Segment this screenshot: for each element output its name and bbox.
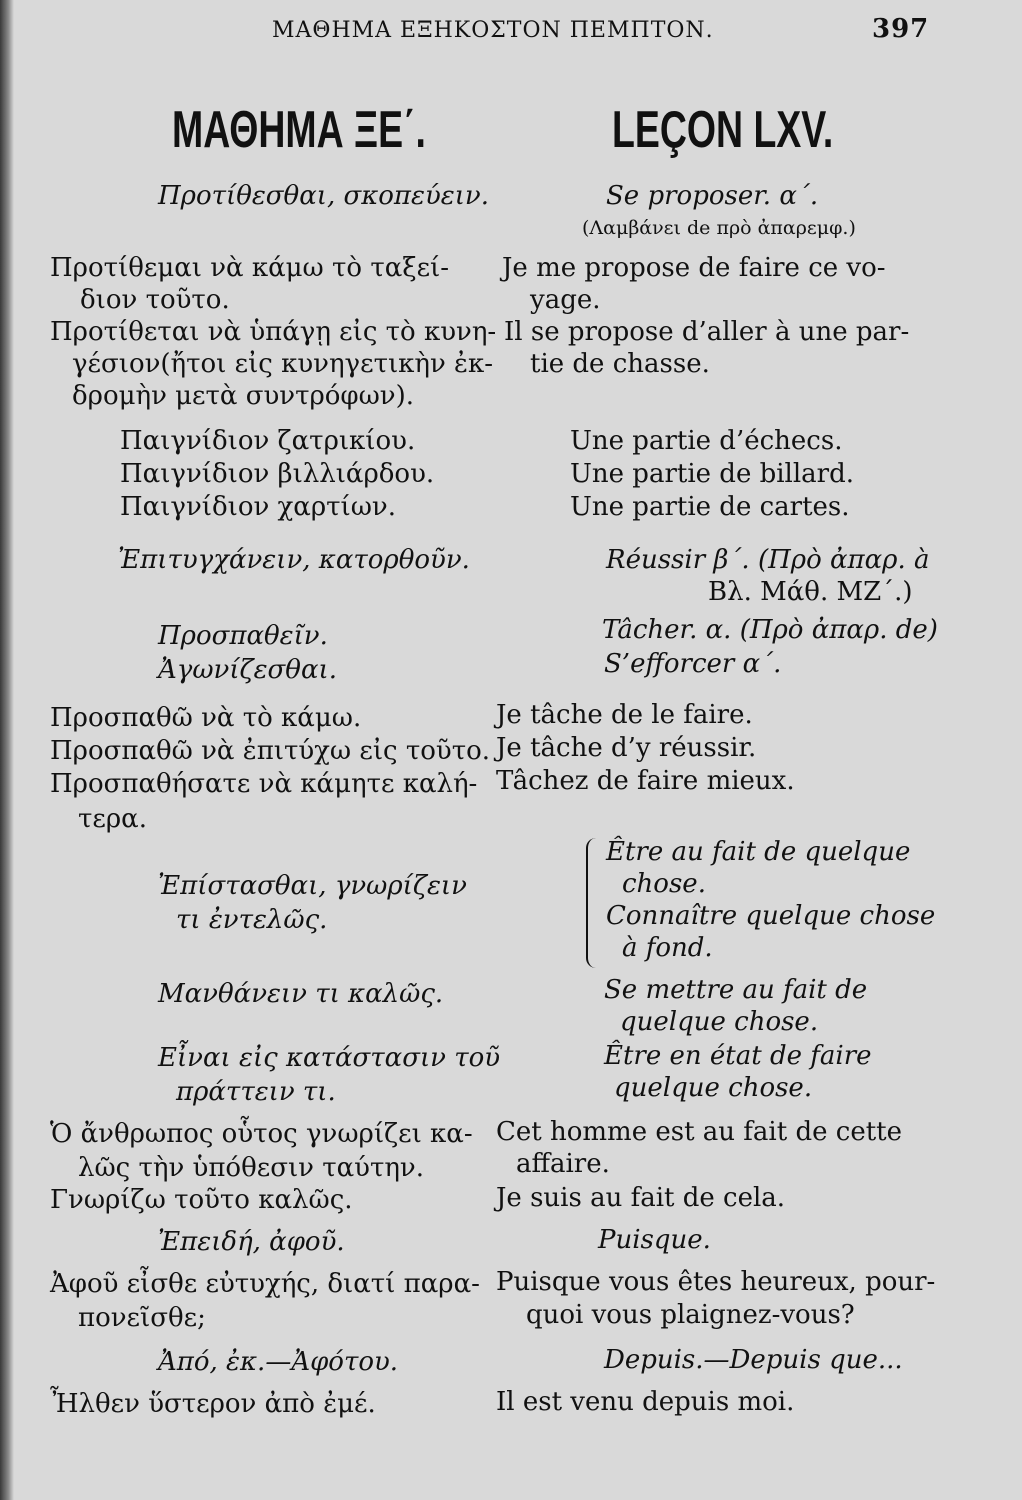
greek-line: Ὁ ἄνθρωπος οὗτος γνωρίζει κα- (50, 1119, 473, 1149)
french-heading: Tâcher. α. (Πρὸ ἀπαρ. de) (602, 615, 938, 645)
french-heading: Se mettre au fait de (604, 975, 868, 1005)
french-line: Je tâche de le faire. (496, 700, 753, 730)
french-line: Cet homme est au fait de cette (496, 1117, 902, 1147)
greek-line: Παιγνίδιον χαρτίων. (120, 492, 396, 522)
french-line: quoi vous plaignez-vous? (526, 1300, 855, 1330)
greek-line: Προσπαθῶ νὰ ἐπιτύχω εἰς τοῦτο. (50, 736, 491, 766)
french-line: Une partie de cartes. (570, 492, 850, 522)
greek-heading: Ἐπίστασθαι, γνωρίζειν (158, 871, 467, 901)
french-heading: Puisque. (598, 1225, 711, 1255)
greek-heading: Ἀπό, ἐκ.—Ἀφότου. (158, 1347, 399, 1377)
french-line: tie de chasse. (530, 349, 710, 379)
french-heading: chose. (622, 869, 706, 899)
french-note: Βλ. Μάθ. ΜΖ΄.) (708, 577, 913, 607)
greek-heading: Προσπαθεῖν. (158, 621, 328, 651)
french-heading: S’efforcer α΄. (604, 649, 782, 679)
page-number: 397 (872, 14, 930, 44)
greek-line: Παιγνίδιον ζατρικίου. (120, 426, 416, 456)
french-line: Une partie de billard. (570, 459, 855, 489)
greek-heading: τι ἐντελῶς. (176, 905, 328, 935)
greek-line: Παιγνίδιον βιλλιάρδου. (120, 459, 435, 489)
greek-line: Ἀφοῦ εἶσθε εὐτυχής, διατί παρα- (50, 1269, 480, 1299)
greek-heading: Μανθάνειν τι καλῶς. (158, 979, 444, 1009)
greek-line: Γνωρίζω τοῦτο καλῶς. (50, 1185, 353, 1215)
greek-line: πονεῖσθε; (78, 1303, 206, 1333)
french-heading: Être au fait de quelque (606, 837, 911, 867)
greek-line: Προτίθεμαι νὰ κάμω τὸ ταξεί- (50, 253, 450, 283)
chapter-title-greek: ΜΑΘΗΜΑ ΞΕ΄. (172, 101, 426, 159)
french-line: Je me propose de faire ce vo- (502, 253, 886, 283)
greek-heading: Ἐπειδή, ἀφοῦ. (158, 1227, 345, 1257)
french-heading: Connaître quelque chose (606, 901, 936, 931)
greek-line: Προτίθεται νὰ ὑπάγῃ εἰς τὸ κυνη- (50, 317, 497, 347)
greek-heading: Προτίθεσθαι, σκοπεύειν. (158, 181, 489, 211)
greek-line: Ἦλθεν ὕστερον ἀπὸ ἐμέ. (50, 1389, 376, 1419)
french-line: Puisque vous êtes heureux, pour- (496, 1267, 936, 1297)
french-heading: Réussir β΄. (Πρὸ ἀπαρ. à (606, 545, 930, 575)
greek-heading: Ἐπιτυγχάνειν, κατορθοῦν. (118, 545, 470, 575)
greek-line: διον τοῦτο. (80, 285, 230, 315)
french-line: Je suis au fait de cela. (496, 1183, 786, 1213)
greek-line: Προσπαθῶ νὰ τὸ κάμω. (50, 703, 362, 733)
french-line: Il est venu depuis moi. (496, 1387, 795, 1417)
french-line: Je tâche d’y réussir. (496, 733, 757, 763)
french-heading: Se proposer. α΄. (606, 181, 819, 211)
greek-heading: πράττειν τι. (176, 1077, 336, 1107)
french-line: yage. (530, 285, 601, 315)
curly-brace (586, 838, 602, 968)
french-line: Une partie d’échecs. (570, 426, 843, 456)
greek-heading: Ἀγωνίζεσθαι. (158, 655, 337, 685)
page-spine-shadow (0, 0, 14, 1500)
french-heading: à fond. (622, 933, 713, 963)
french-line: affaire. (516, 1149, 610, 1179)
running-header: ΜΑΘΗΜΑ ΕΞΗΚΟΣΤΟΝ ΠΕΜΠΤΟΝ. (272, 18, 714, 43)
french-heading: quelque chose. (614, 1073, 813, 1103)
greek-line: τερα. (78, 804, 147, 834)
greek-heading: Εἶναι εἰς κατάστασιν τοῦ (158, 1043, 501, 1073)
greek-line: γέσιον(ἤτοι εἰς κυνηγετικὴν ἐκ- (72, 349, 494, 379)
greek-line: δρομὴν μετὰ συντρόφων). (72, 381, 415, 411)
french-note: (Λαμβάνει de πρὸ ἀπαρεμφ.) (582, 217, 856, 239)
french-heading: quelque chose. (620, 1007, 819, 1037)
greek-line: Προσπαθήσατε νὰ κάμητε καλή- (50, 769, 478, 799)
french-line: Tâchez de faire mieux. (496, 766, 795, 796)
chapter-title-french: LEÇON LXV. (612, 101, 834, 159)
french-line: Il se propose d’aller à une par- (504, 317, 910, 347)
french-heading: Être en état de faire (604, 1041, 872, 1071)
french-heading: Depuis.—Depuis que... (604, 1345, 903, 1375)
greek-line: λῶς τὴν ὑπόθεσιν ταύτην. (78, 1153, 424, 1183)
